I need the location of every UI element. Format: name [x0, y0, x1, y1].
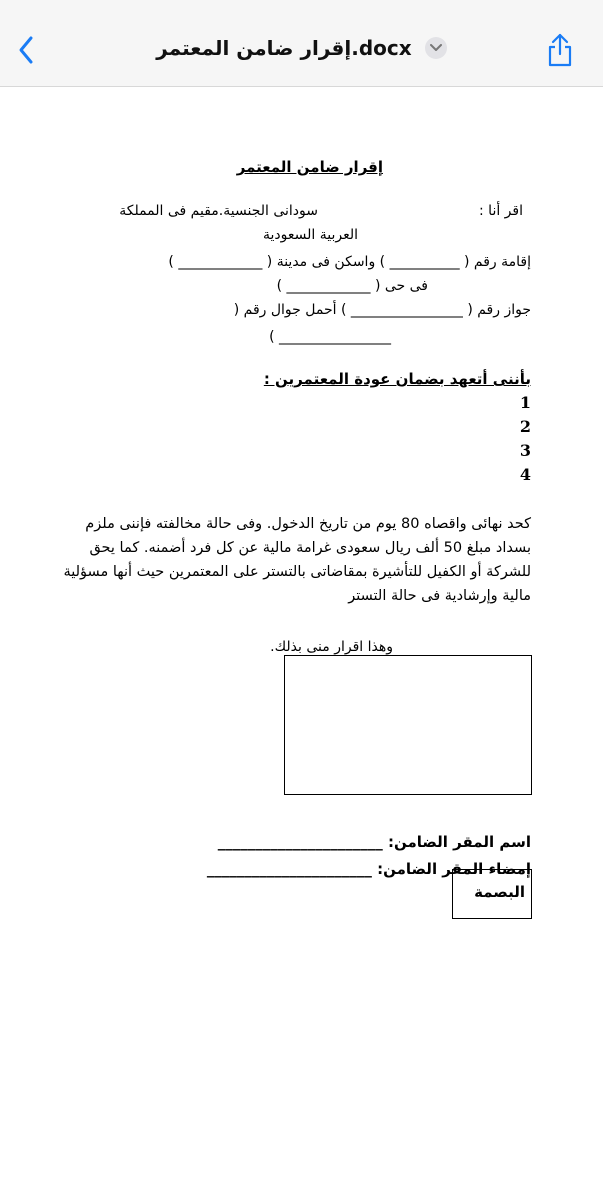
fingerprint-label: البصمة	[474, 883, 525, 901]
guarantor-name-field: اسم المقر الضامن: ______________________	[217, 833, 531, 851]
declarant-label: اقر أنا :	[479, 203, 523, 219]
fingerprint-box	[452, 869, 532, 919]
top-navigation-bar	[0, 0, 603, 87]
title-menu-button[interactable]	[425, 37, 447, 59]
list-item: 4	[519, 465, 531, 484]
document-page	[0, 87, 603, 1200]
share-icon	[545, 32, 575, 68]
closing-statement: وهذا اقرار منى بذلك.	[270, 639, 393, 655]
terms-paragraph: كحد نهائى واقصاه 80 يوم من تاريخ الدخول. وفى حالة مخالفته فإننى ملزم بسداد مبلغ 50 ألف ريال سعودى غرامة مالية عن كل فرد أضمنه. كما يحق للشركة أو الكفيل للتأشيرة بمقاضاتى بالتستر على المعتمرين حيث أنها مسؤلية مالية وإرشادية فى حالة التستر	[63, 516, 531, 604]
document-title: إقرار ضامن المعتمر.docx	[156, 36, 412, 60]
mobile-number-line: ________________ )	[269, 329, 391, 345]
chevron-down-icon	[430, 44, 442, 52]
title-area[interactable]	[0, 36, 603, 60]
share-button[interactable]	[545, 32, 575, 68]
list-item: 2	[519, 417, 531, 436]
guarantor-signature-field: إمضاء المقر الضامن: ______________________	[206, 860, 531, 878]
nationality-residence-line: سودانى الجنسية.مقيم فى المملكة	[119, 203, 318, 219]
empty-frame	[284, 655, 532, 795]
district-line: فى حى ( ____________ )	[276, 278, 428, 294]
residence-country-line: العربية السعودية	[263, 227, 358, 243]
document-heading: إقرار ضامن المعتمر	[236, 158, 383, 176]
passport-mobile-line: جواز رقم ( ________________ ) أحمل جوال رقم (	[233, 302, 531, 318]
pledge-heading: بأننى أتعهد بضمان عودة المعتمرين :	[263, 370, 531, 388]
list-item: 3	[519, 441, 531, 460]
iqama-city-line: إقامة رقم ( __________ ) واسكن فى مدينة ( ____________ )	[168, 254, 531, 270]
list-item: 1	[519, 393, 531, 412]
